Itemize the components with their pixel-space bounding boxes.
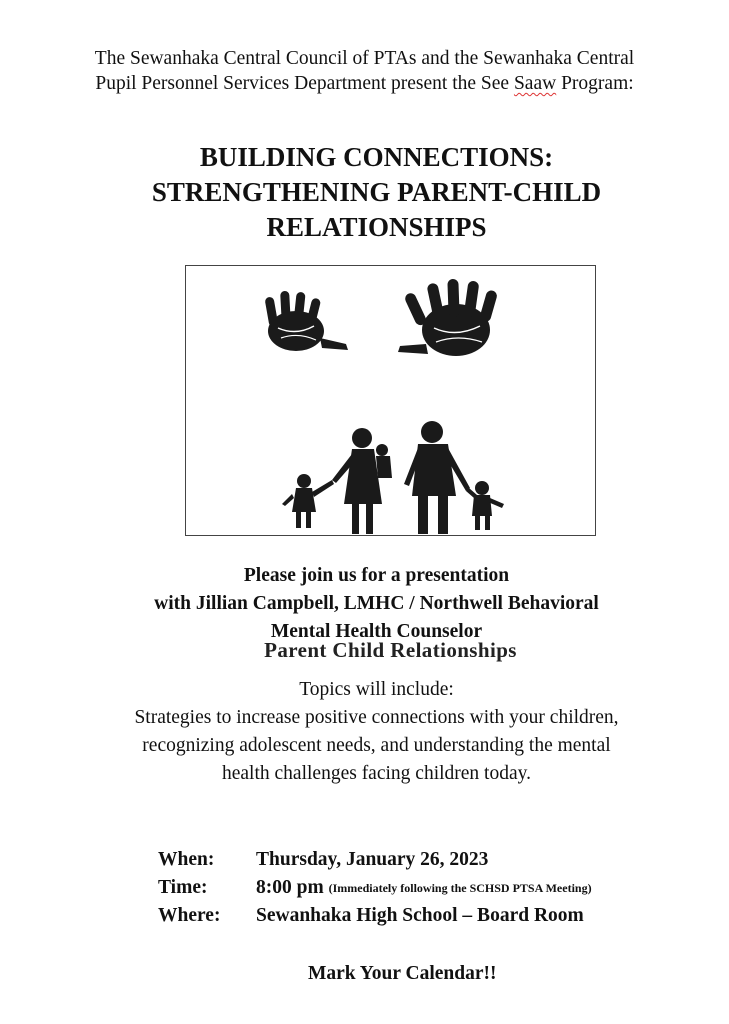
when-value: Thursday, January 26, 2023 <box>256 849 489 870</box>
title-line-1: BUILDING CONNECTIONS: <box>199 142 554 172</box>
title-line-2: STRENGTHENING PARENT-CHILD <box>151 177 602 207</box>
topics-section <box>0 676 729 788</box>
where-row <box>158 902 718 930</box>
intro-line-2-start: Pupil Personnel Services Department present the See <box>95 73 514 94</box>
time-value: 8:00 pm <box>256 877 324 898</box>
image-artwork <box>186 266 595 535</box>
invite-line-3: Mental Health Counselor <box>270 621 483 642</box>
topics-line-1: Strategies to increase positive connections with your children, <box>134 707 619 728</box>
time-label: Time: <box>158 877 208 898</box>
when-row <box>158 846 718 874</box>
topics-line-2: recognizing adolescent needs, and understanding the mental <box>142 735 611 756</box>
family-silhouette-icon <box>282 421 504 534</box>
topics-line-3: health challenges facing children today. <box>222 763 531 784</box>
invite-line-1: Please join us for a presentation <box>243 565 510 586</box>
image-caption: Parent Child Relationships <box>264 638 517 662</box>
intro-line-2 <box>0 71 729 96</box>
title-line-3: RELATIONSHIPS <box>266 212 487 242</box>
event-details <box>158 846 718 930</box>
invite-line-2: with Jillian Campbell, LMHC / Northwell Behavioral <box>154 593 599 614</box>
time-row <box>158 874 718 902</box>
spellcheck-word: Saaw <box>513 73 557 94</box>
when-label: When: <box>158 849 215 870</box>
handprint-icon <box>398 279 498 356</box>
intro-text <box>0 46 729 96</box>
handprint-icon <box>264 291 348 351</box>
intro-line-2-end: Program: <box>556 73 634 94</box>
invitation-text <box>0 562 729 646</box>
where-value: Sewanhaka High School – Board Room <box>256 905 584 926</box>
intro-line-1: The Sewanhaka Central Council of PTAs and the Sewanhaka Central <box>94 48 635 69</box>
time-note: (Immediately following the SCHSD PTSA Meeting) <box>328 881 592 895</box>
topics-heading: Topics will include: <box>299 679 454 700</box>
where-label: Where: <box>158 905 221 926</box>
mark-calendar-text: Mark Your Calendar!! <box>308 963 497 984</box>
page-title <box>0 140 729 245</box>
